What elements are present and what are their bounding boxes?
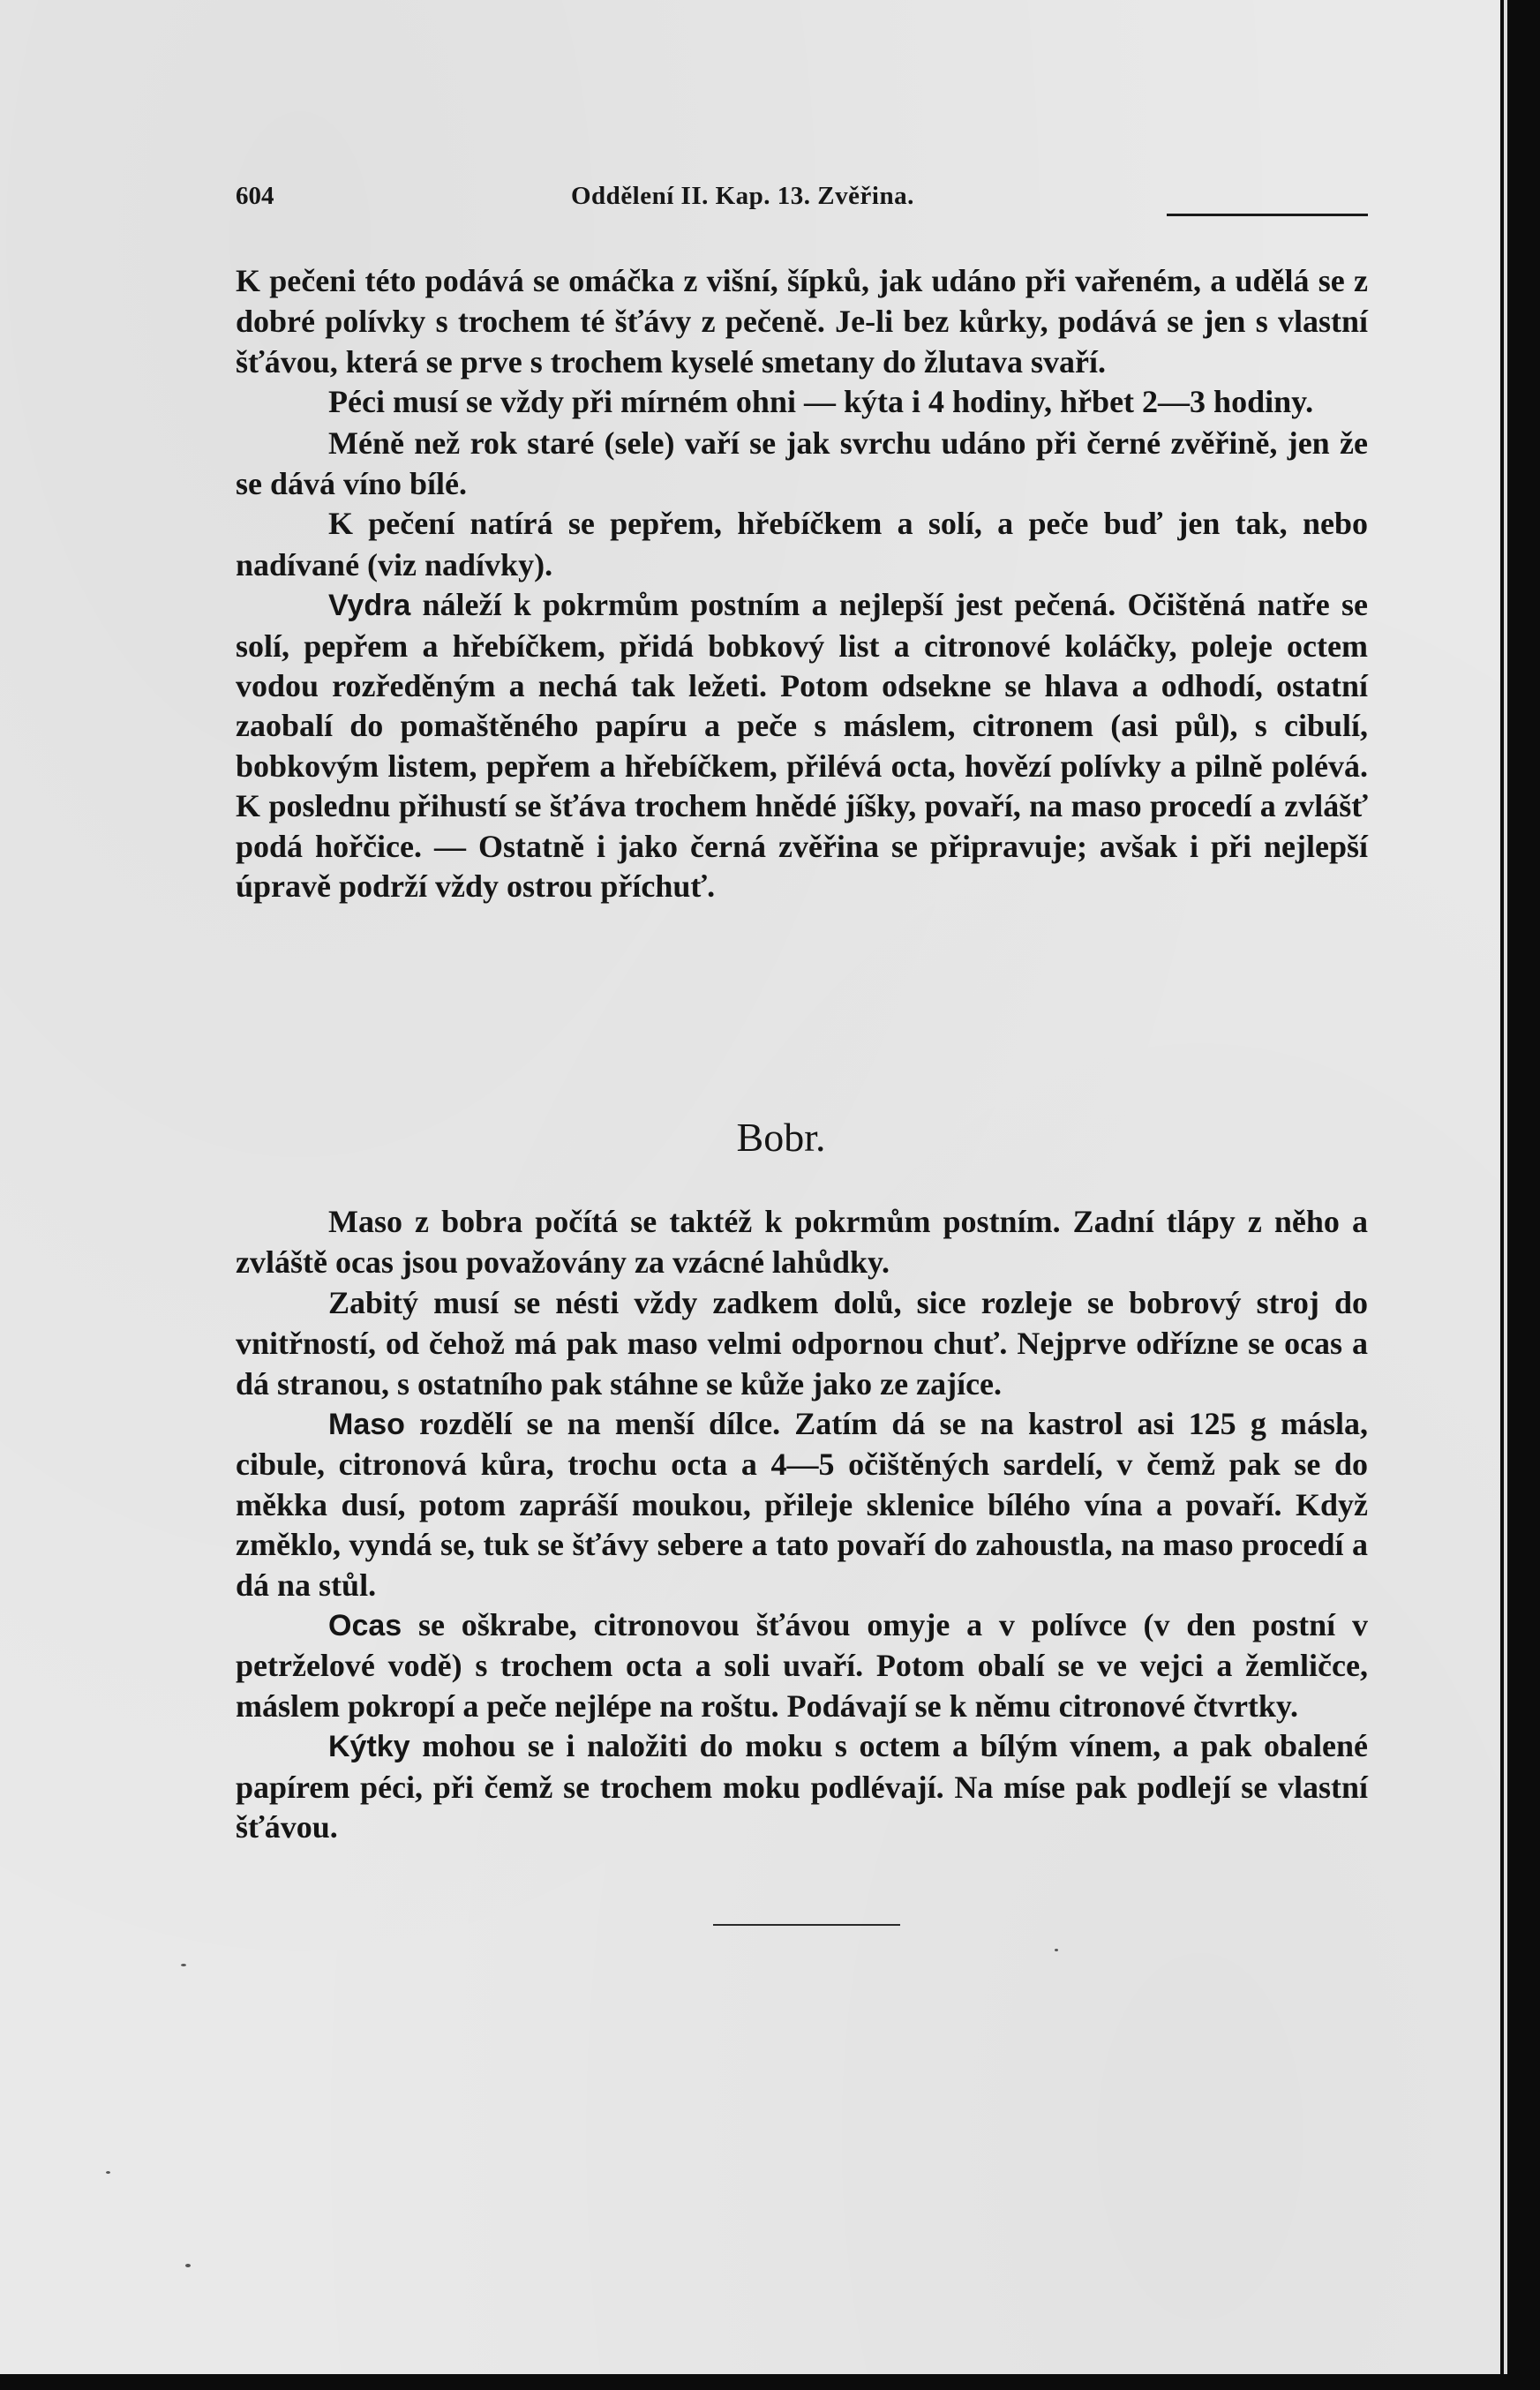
- header-rule: [1167, 214, 1368, 216]
- paragraph: [236, 585, 1368, 906]
- paragraph: [236, 1202, 1368, 1283]
- paragraph-lead: Ocas: [328, 1609, 402, 1643]
- paragraph-text: Péci musí se vždy při mírném ohni — kýta i 4 hodiny, hřbet 2—3 hodiny.: [328, 384, 1314, 420]
- paragraph: [236, 1404, 1368, 1605]
- paragraph-text: K pečení natírá se pepřem, hřebíčkem a solí, a peče buď jen tak, nebo nadívané (viz nadívky).: [236, 506, 1368, 582]
- paragraph: [236, 504, 1368, 585]
- page-edge-rule: [1504, 0, 1507, 2374]
- paragraph-text: Maso z bobra počítá se taktéž k pokrmům postním. Zadní tlápy z něho a zvláště ocas jsou považovány za vzácné lahůdky.: [236, 1204, 1368, 1281]
- paragraph-text: se oškrabe, citronovou šťávou omyje a v polívce (v den postní v petrželové vodě) s trochem octa a soli uvaří. Potom obalí se ve vejci a žemličce, máslem pokropí a peče nejlépe na roštu. Podávají se k němu citronové čtvrtky.: [236, 1607, 1368, 1724]
- paragraph-lead: Vydra: [328, 589, 411, 623]
- section-title: Bobr.: [736, 1115, 826, 1160]
- scan-speck: [106, 2171, 110, 2174]
- paragraph-text: náleží k pokrmům postním a nejlepší jest pečená. Očištěná natře se solí, pepřem a hřebíčkem, přidá bobkový list a citronové koláčky, poleje octem vodou rozředěným a nechá tak ležeti. Potom odsekne se hlava a odhodí, ostatní zaobalí do pomaštěného papíru a peče s máslem, citronem (asi půl), s cibulí, bobkovým listem, pepřem a hřebíčkem, přilévá octa, hovězí polívky a pilně polévá. K poslednu přihustí se šťáva trochem hnědé jíšky, povaří, na maso procedí a zvlášť podá hořčice. — Ostatně i jako černá zvěřina se připravuje; avšak i při nejlepší úpravě podrží vždy ostrou příchuť.: [236, 587, 1368, 905]
- scan-speck: [185, 2264, 191, 2267]
- paragraph: [236, 1283, 1368, 1404]
- paragraph-text: Méně než rok staré (sele) vaří se jak svrchu udáno při černé zvěřině, jen že se dává víno bílé.: [236, 425, 1368, 502]
- scan-speck: [181, 1964, 186, 1966]
- running-head: Oddělení II. Kap. 13. Zvěřina.: [571, 182, 914, 210]
- text-block-otter: [236, 261, 1368, 907]
- paragraph: [236, 424, 1368, 505]
- closing-rule: [713, 1924, 900, 1926]
- paragraph-text: mohou se i naložiti do moku s octem a bílým vínem, a pak obalené papírem péci, při čemž se trochem moku podlévají. Na míse pak podlejí se vlastní šťávou.: [236, 1728, 1368, 1845]
- paragraph: [236, 261, 1368, 382]
- paragraph-lead: Kýtky: [328, 1730, 410, 1764]
- page-number: 604: [236, 182, 274, 210]
- paragraph: [236, 382, 1368, 423]
- text-block-beaver: [236, 1202, 1368, 1848]
- paragraph-text: K pečeni této podává se omáčka z višní, šípků, jak udáno při vařeném, a udělá se z dobré polívky s trochem té šťávy z pečeně. Je-li bez kůrky, podává se jen s vlastní šťávou, která se prve s trochem kyselé smetany do žlutava svaří.: [236, 263, 1368, 380]
- paragraph: [236, 1726, 1368, 1847]
- paragraph-text: rozdělí se na menší dílce. Zatím dá se na kastrol asi 125 g másla, cibule, citronová kůra, trochu octa a 4—5 očištěných sardelí, v čemž pak se do měkka dusí, potom zapráší moukou, přileje sklenice bílého vína a povaří. Když změklo, vyndá se, tuk se šťávy sebere a tato povaří do zahoustla, na maso procedí a dá na stůl.: [236, 1406, 1368, 1603]
- page-header: [236, 177, 1365, 221]
- scan-speck: [1055, 1949, 1058, 1951]
- paragraph-lead: Maso: [328, 1408, 405, 1442]
- paragraph-text: Zabitý musí se nésti vždy zadkem dolů, sice rozleje se bobrový stroj do vnitřností, od čehož má pak maso velmi odpornou chuť. Nejprve odřízne se ocas a dá stranou, s ostatního pak stáhne se kůže jako ze zajíce.: [236, 1284, 1368, 1402]
- paragraph: [236, 1605, 1368, 1726]
